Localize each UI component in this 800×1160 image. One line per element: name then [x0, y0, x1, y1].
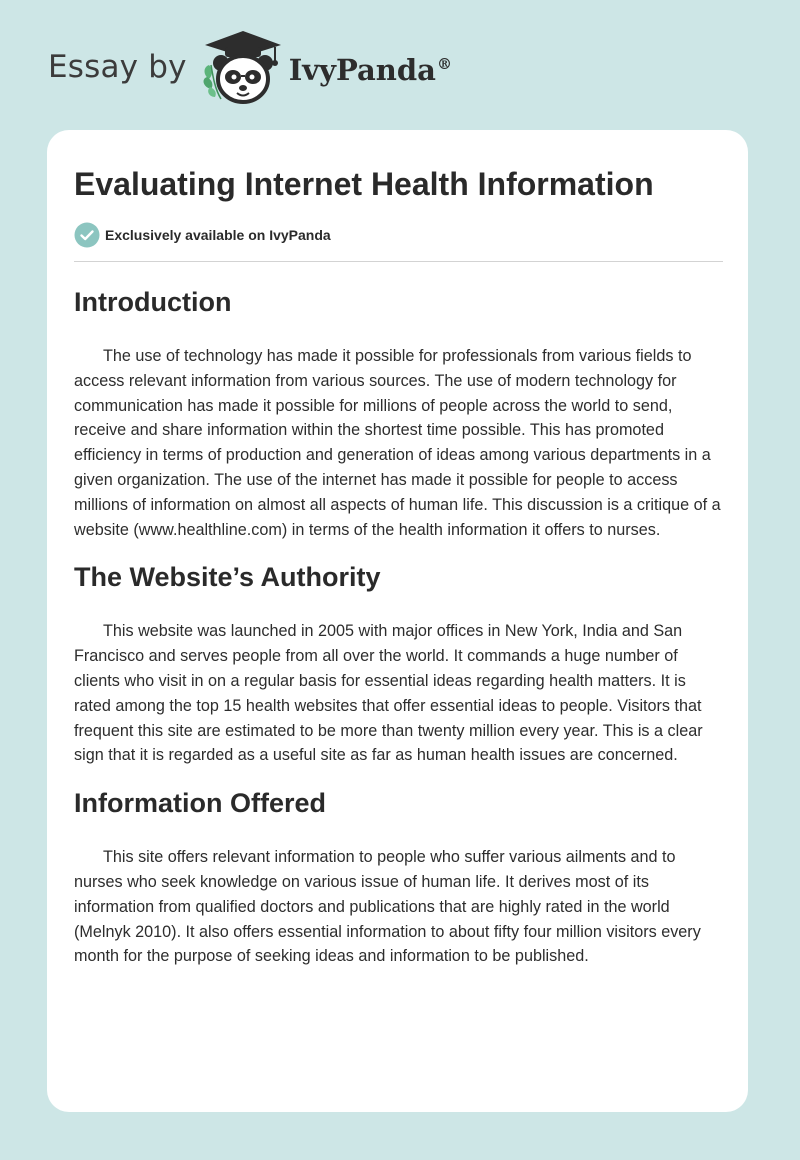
- check-circle-icon: [74, 222, 100, 248]
- brand-name: IvyPanda: [288, 53, 436, 87]
- essay-content: [74, 280, 724, 969]
- section-introduction: [74, 280, 724, 542]
- title-divider: [74, 261, 723, 262]
- section-website-authority: [74, 555, 724, 768]
- section-paragraph: The use of technology has made it possible for professionals from various fields to access relevant information from various sources. The use of modern technology for communication has made it possible for millions of people across the world to send, receive and share information within the shortest time possible. This has promoted efficiency in terms of production and generation of ideas among various departments in a given organization. The use of the internet has made it possible for people to access millions of information on almost all aspects of human life. This discussion is a critique of a website (www.healthline.com) in terms of the health information it offers to nurses.: [74, 347, 721, 539]
- logo-svg: [201, 27, 285, 107]
- panda-graduate-icon[interactable]: [201, 27, 285, 112]
- section-heading: Introduction: [74, 287, 232, 317]
- section-heading: The Website’s Authority: [74, 562, 381, 593]
- essay-by-label: Essay by: [48, 49, 187, 85]
- site-header: [48, 30, 452, 110]
- section-paragraph: This site offers relevant information to people who suffer various ailments and to nurses who seek knowledge on various issue of human life. It derives most of its information from qualified doctors and publications that are highly rated in the world (Melnyk 2010). It also offers essential information to about fifty four million visitors every month for the purpose of seeking ideas and information to be published.: [74, 848, 701, 966]
- page-title: Evaluating Internet Health Information: [74, 166, 654, 202]
- section-heading: Information Offered: [74, 788, 327, 819]
- section-information-offered: [74, 781, 724, 969]
- section-paragraph: This website was launched in 2005 with major offices in New York, India and San Francisco and serves people from all over the world. It commands a huge number of clients who visit in on a regular basis for essential ideas regarding health matters. It is rated among the top 15 health websites that offer essential ideas to people. Visitors that frequent this site are estimated to be more than twenty million every year. This is a clear sign that it is regarded as a useful site as far as human health issues are concerned.: [74, 622, 703, 765]
- registered-mark: ®: [436, 55, 452, 74]
- brand-logo[interactable]: [289, 53, 452, 87]
- exclusive-badge-label: Exclusively available on IvyPanda: [105, 227, 331, 243]
- exclusive-badge: [74, 222, 331, 248]
- essay-card: [47, 130, 748, 1112]
